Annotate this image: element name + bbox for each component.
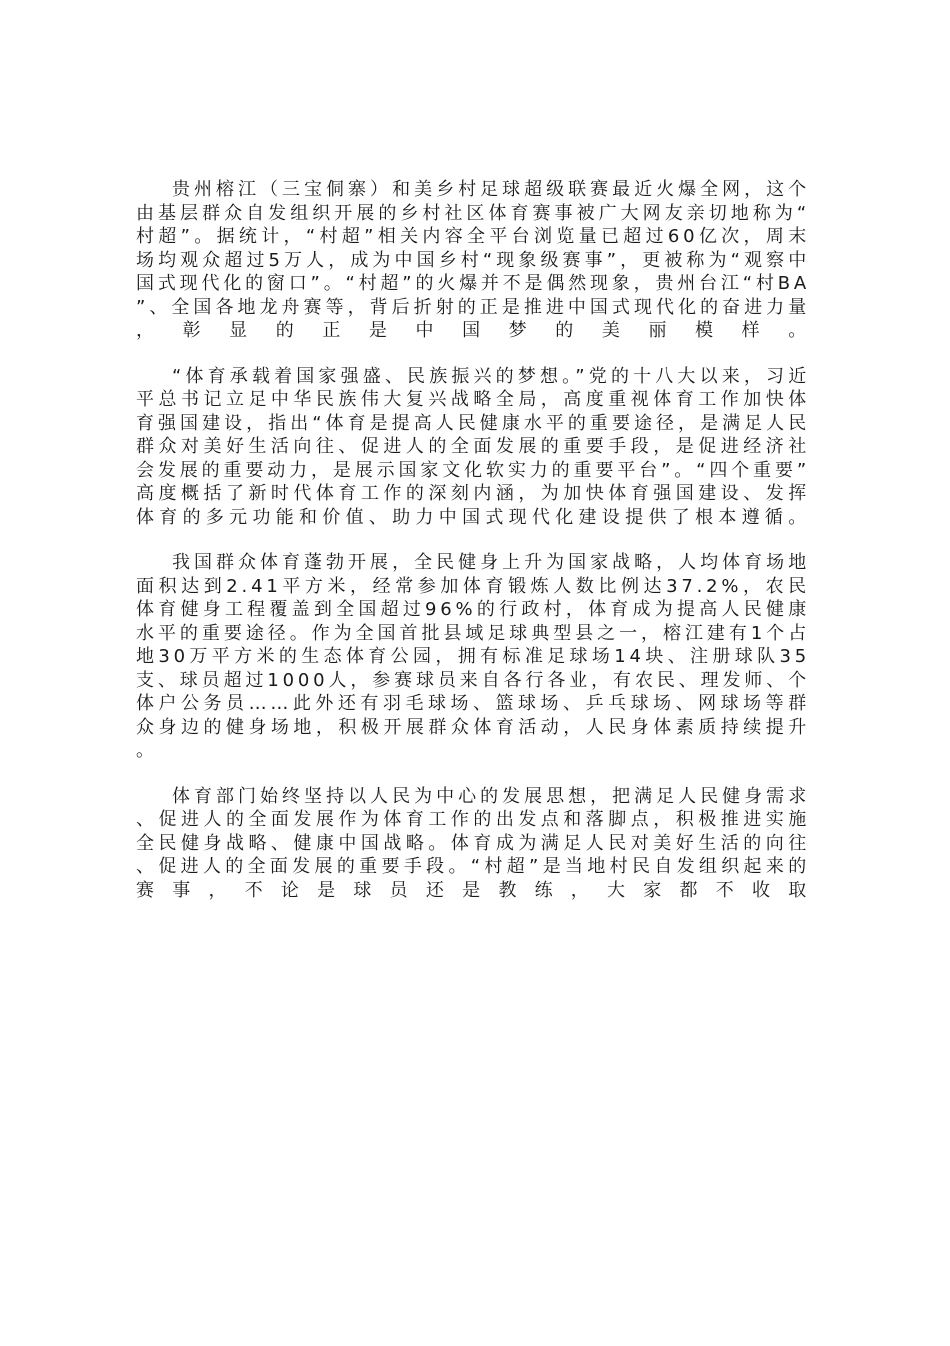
article-body xyxy=(136,178,810,924)
paragraph-4: 体育部门始终坚持以人民为中心的发展思想，把满足人民健身需求、促进人的全面发展作为体育工作的出发点和落脚点，积极推进实施全民健身战略、健康中国战略。体育成为满足人民对美好生活的向往、促进人的全面发展的重要手段。“村超”是当地村民自发组织起来的赛事，不论是球员还是教练，大家都不收取 xyxy=(136,785,810,901)
paragraph-1: 贵州榕江（三宝侗寨）和美乡村足球超级联赛最近火爆全网，这个由基层群众自发组织开展的乡村社区体育赛事被广大网友亲切地称为“村超”。据统计，“村超”相关内容全平台浏览量已超过60亿次，周末场均观众超过5万人，成为中国乡村“现象级赛事”，更被称为“观察中国式现代化的窗口”。“村超”的火爆并不是偶然现象，贵州台江“村BA”、全国各地龙舟赛等，背后折射的正是推进中国式现代化的奋进力量，彰显的正是中国梦的美丽模样。 xyxy=(136,179,810,341)
paragraph-2: “体育承载着国家强盛、民族振兴的梦想。”党的十八大以来，习近平总书记立足中华民族伟大复兴战略全局，高度重视体育工作加快体育强国建设，指出“体育是提高人民健康水平的重要途径，是满足人民群众对美好生活向往、促进人的全面发展的重要手段，是促进经济社会发展的重要动力，是展示国家文化软实力的重要平台”。“四个重要”高度概括了新时代体育工作的深刻内涵，为加快体育强国建设、发挥体育的多元功能和价值、助力中国式现代化建设提供了根本遵循。 xyxy=(136,365,810,528)
paragraph-3: 我国群众体育蓬勃开展，全民健身上升为国家战略，人均体育场地面积达到2.41平方米，经常参加体育锻炼人数比例达37.2%，农民体育健身工程覆盖到全国超过96%的行政村，体育成为提高人民健康水平的重要途径。作为全国首批县域足球典型县之一，榕江建有1个占地30万平方米的生态体育公园，拥有标准足球场14块、注册球队35支、球员超过1000人，参赛球员来自各行各业，有农民、理发师、个体户公务员……此外还有羽毛球场、篮球场、乒乓球场、网球场等群众身边的健身场地，积极开展群众体育活动，人民身体素质持续提升。 xyxy=(136,552,810,761)
